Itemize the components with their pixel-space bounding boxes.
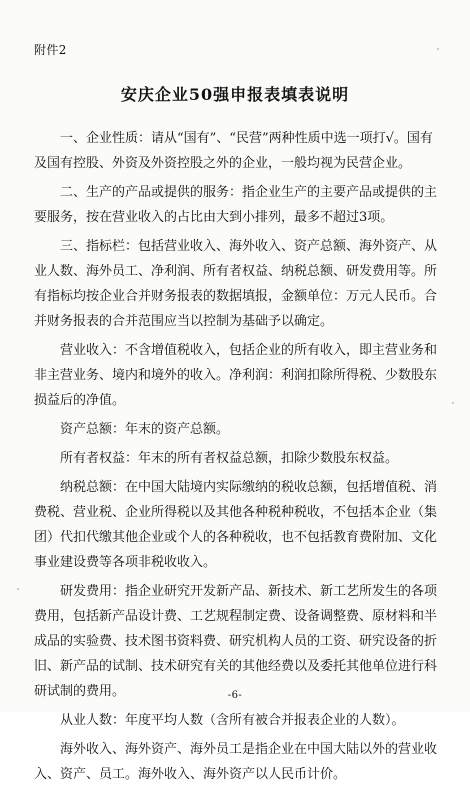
paragraph-indicators: 三、指标栏：包括营业收入、海外收入、资产总额、海外资产、从业人数、海外员工、净利润、所有者权益、纳税总额、研发费用等。所有指标均按企业合并财务报表的数据填报，金额单位：万元人民币。合并财务报表的合并范围应当以控制为基础予以确定。 [34, 239, 438, 329]
paragraph-enterprise-nature: 一、企业性质：请从“国有”、“民营”两种性质中选一项打√。国有及国有控股、外资及外资控股之外的企业，一般均视为民营企业。 [34, 131, 433, 171]
paragraph-products-services: 二、生产的产品或提供的服务：指企业生产的主要产品或提供的主要服务，按在营业收入的占比由大到小排列，最多不超过3项。 [34, 185, 438, 225]
scan-speck [437, 48, 439, 50]
scan-speck [452, 402, 454, 404]
paragraph-operating-income: 营业收入：不含增值税收入，包括企业的所有收入，即主营业务和非主营业务、境内和境外的收入。净利润：利润扣除所得税、少数股东损益后的净值。 [34, 343, 438, 408]
page-number: -6- [227, 690, 243, 701]
paragraph-total-tax: 纳税总额：在中国大陆境内实际缴纳的税收总额，包括增值税、消费税、营业税、企业所得税以及其他各种税种税收，不包括本企业（集团）代扣代缴其他企业或个人的各种税收，也不包括教育费附加、文化事业建设费等各项非税收收入。 [34, 480, 438, 570]
annex-label: 附件2 [34, 43, 67, 57]
document-title: 安庆企业50强申报表填表说明 [120, 85, 350, 104]
document-body [34, 126, 440, 787]
paragraph-overseas: 海外收入、海外资产、海外员工是指企业在中国大陆以外的营业收入、资产、员工。海外收入、海外资产以人民币计价。 [34, 742, 438, 782]
paragraph-total-assets: 资产总额：年末的资产总额。 [60, 422, 230, 437]
paragraph-owners-equity: 所有者权益：年末的所有者权益总额，扣除少数股东权益。 [60, 451, 399, 466]
paragraph-employees: 从业人数：年度平均人数（含所有被合并报表企业的人数）。 [60, 713, 405, 728]
paragraph-rd-expenses: 研发费用：指企业研究开发新产品、新技术、新工艺所发生的各项费用，包括新产品设计费、工艺规程制定费、设备调整费、原材料和半成品的实验费、技术图书资料费、研究机构人员的工资、研究设备的折旧、新产品的试制、技术研究有关的其他经费以及委托其他单位进行科研试制的费用。 [34, 584, 438, 699]
scan-speck [17, 588, 19, 590]
